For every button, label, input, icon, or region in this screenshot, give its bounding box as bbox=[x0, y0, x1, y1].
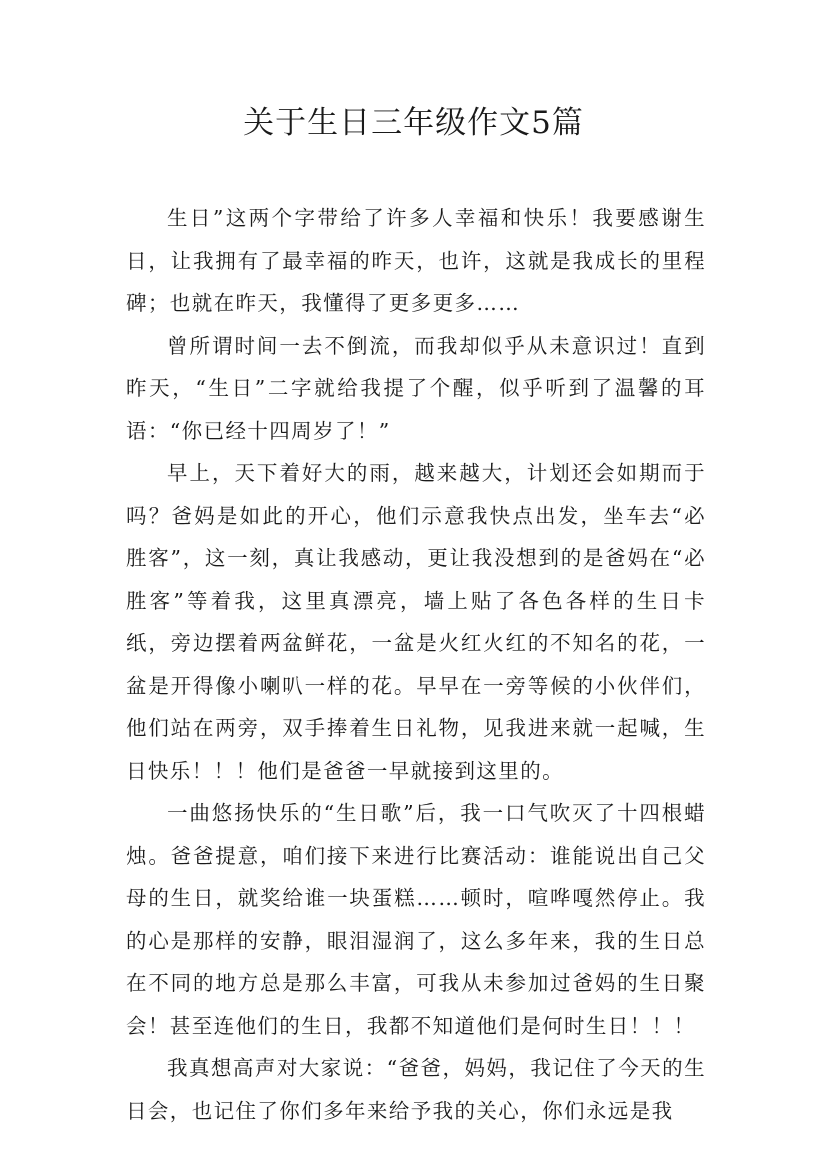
paragraph: 曾所谓时间一去不倒流，而我却似乎从未意识过！直到昨天，“生日”二字就给我提了个醒，似乎听到了温馨的耳语：“你已经十四周岁了！” bbox=[126, 333, 706, 443]
paragraph: 生日”这两个字带给了许多人幸福和快乐！我要感谢生日，让我拥有了最幸福的昨天，也许，这就是我成长的里程碑；也就在昨天，我懂得了更多更多…… bbox=[126, 206, 706, 315]
paragraph: 我真想高声对大家说：“爸爸，妈妈，我记住了今天的生日会，也记住了你们多年来给予我的关心，你们永远是我 bbox=[126, 1056, 706, 1123]
paragraph: 一曲悠扬快乐的“生日歌”后，我一口气吹灭了十四根蜡烛。爸爸提意，咱们接下来进行比赛活动：谁能说出自己父母的生日，就奖给谁一块蛋糕……顿时，喧哗嘎然停止。我的心是那样的安静，眼泪湿润了，这么多年来，我的生日总在不同的地方总是那么丰富，可我从未参加过爸妈的生日聚会！甚至连他们的生日，我都不知道他们是何时生日！！！ bbox=[126, 801, 706, 1038]
document-title: 关于生日三年级作文5篇 bbox=[243, 105, 584, 141]
document-body bbox=[126, 197, 706, 1132]
paragraph: 早上，天下着好大的雨，越来越大，计划还会如期而于吗？爸妈是如此的开心，他们示意我快点出发，坐车去“必胜客”，这一刻，真让我感动，更让我没想到的是爸妈在“必胜客”等着我，这里真漂亮，墙上贴了各色各样的生日卡纸，旁边摆着两盆鲜花，一盆是火红火红的不知名的花，一盆是开得像小喇叭一样的花。早早在一旁等候的小伙伴们，他们站在两旁，双手捧着生日礼物，见我进来就一起喊，生日快乐！！！他们是爸爸一早就接到这里的。 bbox=[126, 461, 706, 783]
